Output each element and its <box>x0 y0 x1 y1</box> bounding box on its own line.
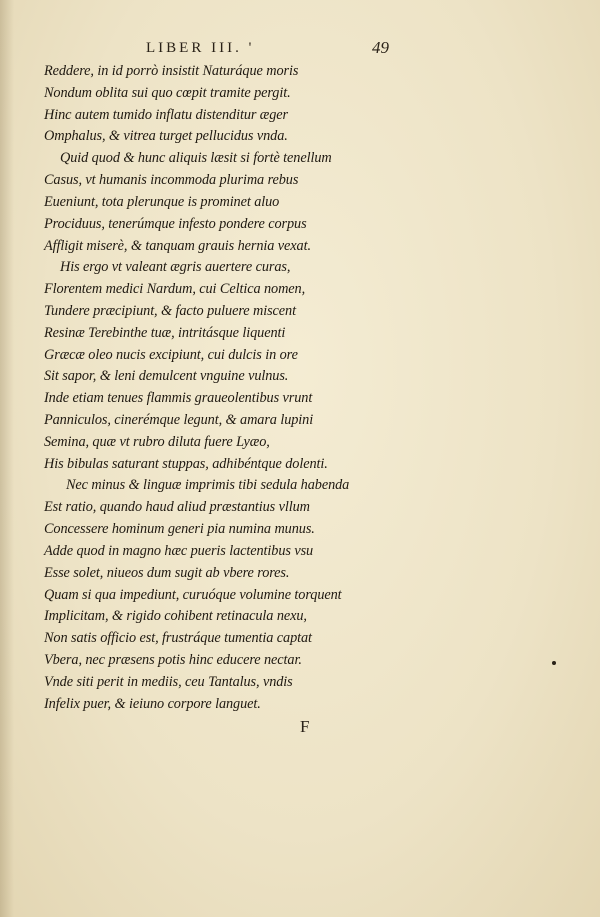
verse-line: Semina, quæ vt rubro diluta fuere Lyæo, <box>44 433 270 450</box>
verse-line: Quam si qua impediunt, curuóque volumine torquent <box>44 586 342 603</box>
verse-text <box>44 61 389 715</box>
verse-line: Prociduus, tenerúmque infesto pondere corpus <box>44 215 307 232</box>
running-head <box>0 40 600 60</box>
signature-mark: F <box>300 717 310 736</box>
verse-line: Vnde siti perit in mediis, ceu Tantalus, vndis <box>44 673 293 690</box>
verse-line: Græcæ oleo nucis excipiunt, cui dulcis in ore <box>44 346 298 363</box>
verse-line: Non satis officio est, frustráque tumentia captat <box>44 630 312 647</box>
verse-line: Eueniunt, tota plerunque is prominet aluo <box>44 193 280 210</box>
verse-line: Casus, vt humanis incommoda plurima rebus <box>44 172 299 189</box>
verse-line: His ergo vt valeant ægris auertere curas, <box>60 259 291 276</box>
verse-line: Esse solet, niueos dum sugit ab vbere rores. <box>44 564 290 581</box>
verse-line: Omphalus, & vitrea turget pellucidus vnda. <box>44 128 288 145</box>
ink-speck <box>552 661 556 665</box>
verse-line: Affligit miserè, & tanquam grauis hernia vexat. <box>44 237 311 254</box>
verse-line: Tundere præcipiunt, & facto puluere miscent <box>44 302 296 319</box>
verse-line: Quid quod & hunc aliquis læsit si fortè tenellum <box>60 150 332 167</box>
running-head-title: LIBER III. ' <box>146 40 255 56</box>
verse-line: Vbera, nec præsens potis hinc educere nectar. <box>44 651 302 668</box>
verse-line: Inde etiam tenues flammis graueolentibus vrunt <box>44 390 313 407</box>
verse-line: Concessere hominum generi pia numina munus. <box>44 521 315 538</box>
gutter-shadow <box>0 0 14 917</box>
verse-line: Implicitam, & rigido cohibent retinacula nexu, <box>44 608 307 625</box>
verse-line: Est ratio, quando haud aliud præstantius vllum <box>44 499 310 516</box>
verse-line: Hinc autem tumido inflatu distenditur æger <box>44 106 288 123</box>
verse-line: Adde quod in magno hæc pueris lactentibus vsu <box>44 542 314 559</box>
verse-line: Reddere, in id porrò insistit Naturáque moris <box>44 63 299 79</box>
verse-line: Resinæ Terebinthe tuæ, intritásque liquenti <box>44 324 286 341</box>
verse-line: Nondum oblita sui quo cœpit tramite pergit. <box>44 84 291 101</box>
verse-line: Panniculos, cinerémque legunt, & amara lupini <box>44 412 314 428</box>
verse-line: Florentem medici Nardum, cui Celtica nomen, <box>44 281 306 298</box>
verse-line: Nec minus & linguæ imprimis tibi sedula habenda <box>66 477 350 494</box>
verse-line: His bibulas saturant stuppas, adhibéntque dolenti. <box>44 455 328 472</box>
page-number: 49 <box>372 38 389 57</box>
verse-line: Infelix puer, & ieiuno corpore languet. <box>44 695 261 712</box>
verse-line: Sit sapor, & leni demulcent vnguine vulnus. <box>44 368 289 385</box>
